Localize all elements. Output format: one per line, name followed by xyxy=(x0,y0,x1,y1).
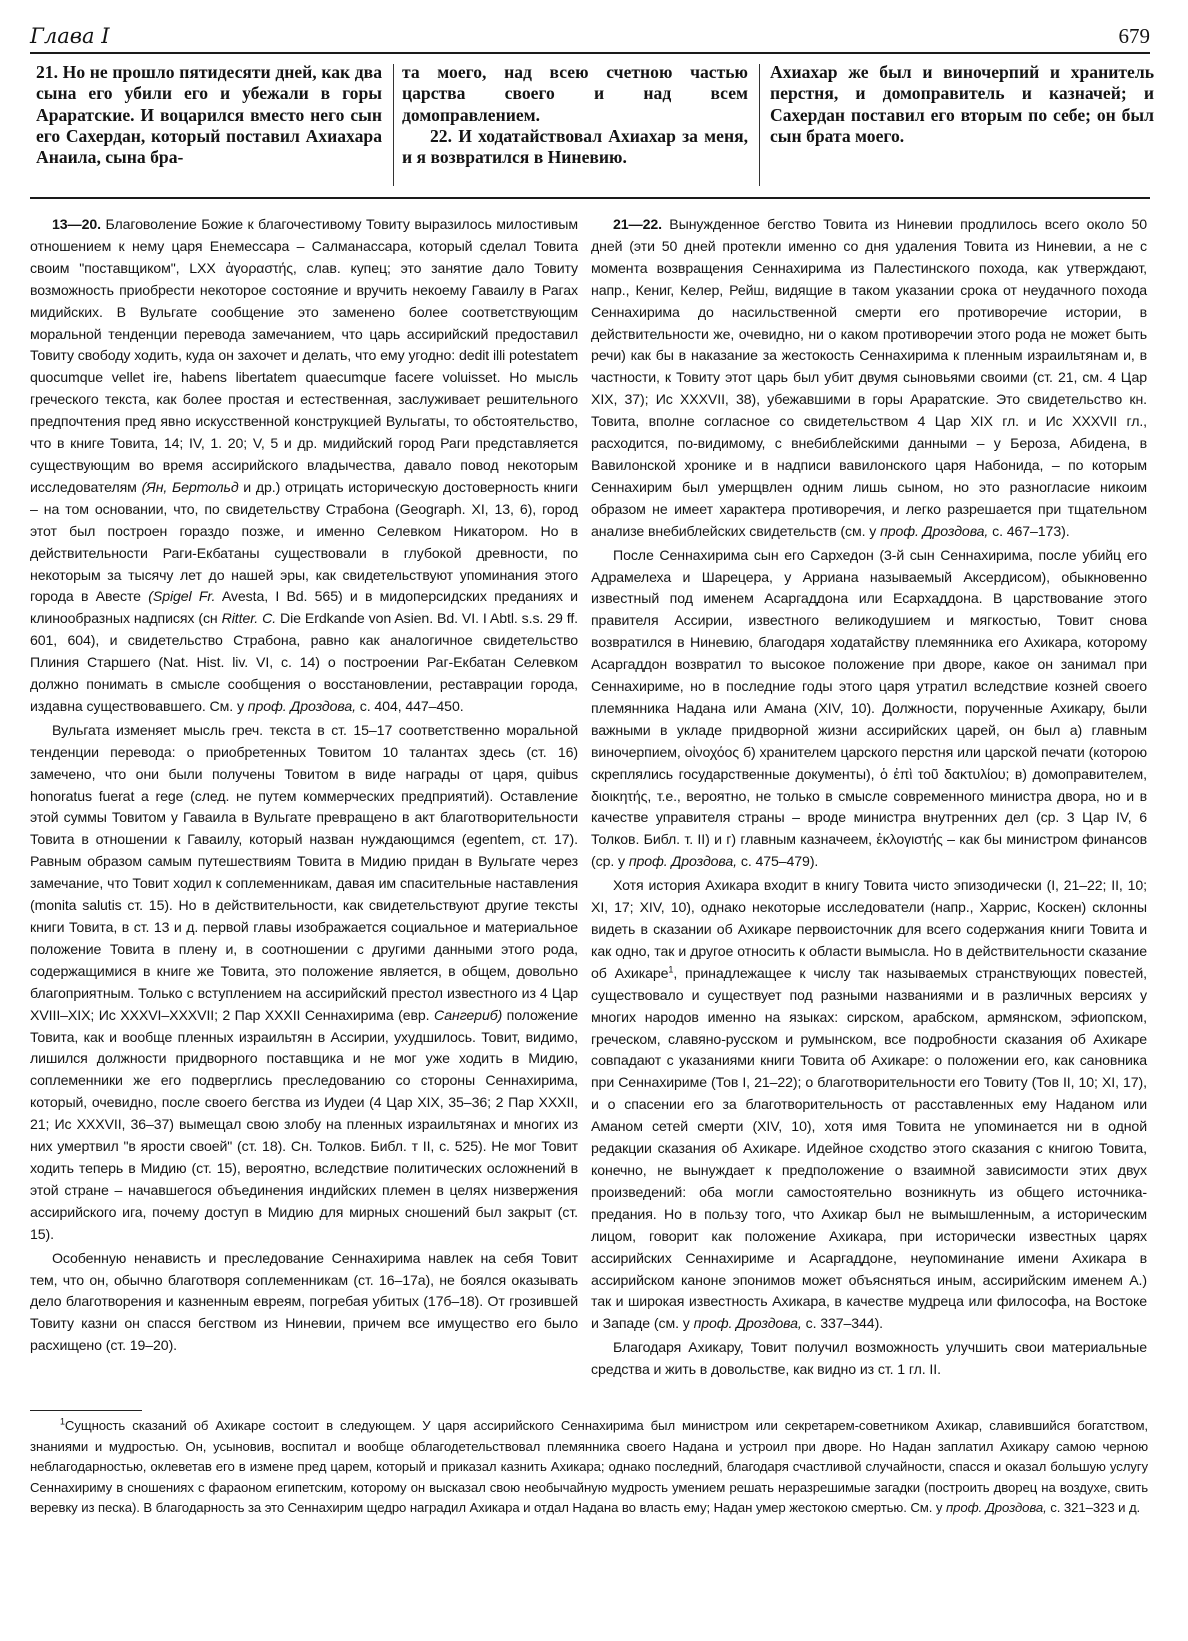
commentary-paragraph: 13—20. Благоволение Божие к благочестивому Товиту выразилось милостивым отношением к нему царя Енемессара – Салманассара, который сделал Товита своим "поставщиком", LXX ἀγοραστής, слав. купец; это занятие дало Товиту возможность приобрести некоторое состояние и вручить некоему Гаваилу в Рагах мидийских. В Вульгате сообщение это заменено более соответствующим моральной тенденции перевода замечанием, что царь ассирийский предоставил Товиту свободу ходить, куда он захочет и делать, что ему угодно: dedit illi potestatem quocumque vellet ire, habens libertatem quaecumque facere voluisset. Но мысль греческого текста, как более простая и естественная, заслуживает решительного предпочтения пред явно искусственной конструкцией Вульгаты, то обстоятельство, что в книге Товита, 14; IV, 1. 20; V, 5 и др. мидийский город Раги представляется существующим во время ассирийского владычества, давало повод некоторым исследователям (Ян, Бертольд и др.) отрицать историческую достоверность книги – на том основании, что, по свидетельству Страбона (Geograph. XI, 13, 6), город этот был построен гораздо позже, и именно Селевком Никатором. Но в действительности Раги-Екбатаны существовали в глубокой древности, по некоторым за тысячу лет до нашей эры, как свидетельствуют упоминания этого города в Авесте (Spigel Fr. Avesta, I Bd. 565) и в мидоперсидских преданиях и клинообразных надписях (сн Ritter. C. Die Erdkande von Asien. Bd. VI. I Abtl. s.s. 29 ff. 601, 604), и свидетельство Страбона, равно как аналогичное свидетельство Плиния Старшего (Nat. Hist. liv. VI, с. 14) о построении Раг-Екбатан Селевком должно понимать в смысле сообщения о восстановлении, реставрации города, издавна существовавшего. См. у проф. Дроздова, с. 404, 447–450. xyxy=(30,216,578,714)
scripture-verse-21-cont: та моего, над всею счетною частью царства своего и над всем домоправлением. xyxy=(402,62,748,125)
column-divider-2 xyxy=(759,64,760,186)
scripture-verse-21: 21. Но не прошло пятидесяти дней, как два сына его убили его и убежали в горы Араратские. И воцарился вместо него сын его Сахердан, который поставил Ахиахара Анаила, сына бра- xyxy=(36,62,382,168)
column-divider-1 xyxy=(393,64,394,186)
footnote-text: $^1$Сущность сказаний об Ахикаре состоит в следующем. У царя ассирийского Сеннахирима был министром или секретарем-советником Ахикар, славившийся богатством, знаниями и мудростью. Он, усыновив, воспитал и вообще облагодетельствовал племянника своего Надана и устроил при дворе. Но Надан заплатил Ахикару самою черною неблагодарностью, оклеветав его в измене пред царем, который и приказал казнить Ахикара; однако последний, благодаря счастливой случайности, спасся и оказал большую услугу Сеннахириму в сношениях с фараоном египетским, которому он высказал свою необычайную мудрость умением решать неразрешимые загадки (построить дворец на воздухе, свить веревку из песка). В благодарность за это Сеннахирим щедро наградил Ахикара и отдал Надана во власть ему; Надан умер жестокою смертью. См. у проф. Дроздова, с. 321–323 и д. xyxy=(30,1416,1148,1516)
commentary-paragraph: 21—22. Вынужденное бегство Товита из Ниневии продлилось всего около 50 дней (эти 50 дней протекли именно со дня удаления Товита из Ниневии, а не с момента возвращения Сеннахирима из Палестинского похода, как утверждают, напр., Кениг, Келер, Рейш, видящие в таком указании срока от неудачного похода Сеннахирима до насильственной смерти его противоречие истории, в действительности же, очевидно, ни о каком противоречии этого рода не может быть речи) как бы в наказание за жестокость Сеннахирима к пленным израильтянам и, в частности, к Товиту этот царь был убит двумя сыновьями своими (ст. 21, см. 4 Цар XIX, 37); Ис XXXVII, 38), убежавшими в горы Араратские. Это свидетельство кн. Товита, вполне согласное со свидетельством 4 Цар XIX гл. и Ис XXXVII гл., расходится, по-видимому, с внебиблейскими данными – у Бероза, Абидена, в Вавилонской хронике и в надписи вавилонского царя Набонида, – по которым Сеннахирим был умерщвлен одним лишь сыном, но это разногласие никоим образом не имеет характера противоречия, и легко разрешается при тщательном анализе внебиблейских свидетельств (см. у проф. Дроздова, с. 467–173). xyxy=(591,216,1147,539)
commentary-paragraph: Благодаря Ахикару, Товит получил возможность улучшить свои материальные средства и жить в довольстве, как видно из ст. 1 гл. II. xyxy=(591,1339,1147,1378)
scripture-column-2 xyxy=(402,62,748,188)
scripture-column-3 xyxy=(770,62,1154,188)
footnote-reference[interactable]: 1 xyxy=(668,964,674,975)
commentary-column-left xyxy=(30,214,578,1359)
verse-reference: 21—22. xyxy=(613,216,662,232)
scripture-text-block xyxy=(36,62,1154,188)
commentary-paragraph: Особенную ненависть и преследование Сеннахирима навлек на себя Товит тем, что он, обычно благотворя соплеменникам (ст. 16–17а), не боялся оказывать дело благотворения и казненным евреям, погребая убитых (17б–18). От грозившей Товиту казни он спасся бегством из Ниневии, причем все имущество его было расхищено (ст. 19–20). xyxy=(30,1249,578,1354)
scripture-rule xyxy=(30,197,1150,199)
page-number: 679 xyxy=(1118,24,1150,48)
verse-reference: 13—20. xyxy=(52,216,101,232)
header-rule xyxy=(30,52,1150,54)
commentary-paragraph: Вульгата изменяет мысль греч. текста в ст. 15–17 соответственно моральной тенденции перевода: о приобретенных Товитом 10 талантах здесь (ст. 16) замечено, что они были получены Товитом в виде награды от царя, quibus honoratus fuerat a rege (след. не путем коммерческих предприятий). Оставление этой суммы Товитом у Гаваила в Вульгате превращено в акт благотворительности Товита в отношении к Гаваилу, который назван нуждающимся (egentem, ст. 17). Равным образом самым путешествиям Товита в Мидию придан в Вульгате через замечание, что Товит ходил к соплеменникам, давая им спасительные наставления (monita salutis ст. 15). Но в действительности, как свидетельствуют другие тексты книги Товита, в ст. 13 и д. первой главы изображается социальное и материальное положение Товита в плену и, в соотношении с другими данными этого рода, содержащимися в книге же Товита, это положение является, в общем, довольно благоприятным. Только с вступлением на ассирийский престол известного из 4 Цар XVIII–XIX; Ис XXXVI–XXXVII; 2 Пар XXXII Сеннахирима (евр. Сангериб) положение Товита, как и вообще пленных израильтян в Ассирии, ухудшилось. Товит, видимо, лишился должности придворного поставщика и не мог уже ходить в Мидию, соплеменники же его подверглись преследованию со стороны Сеннахирима, который, очевидно, после своего бегства из Иудеи (4 Цар XIX, 35–36; 2 Пар XXXII, 21; Ис XXXVII, 36–37) вымещал свою злобу на пленных израильтянах и многих из них умертвил "в ярости своей" (ст. 18). Сн. Толков. Библ. т II, с. 525). Не мог Товит ходить теперь в Мидию (ст. 15), вероятно, вследствие политических осложнений в этой стране – начавшегося объединения индийских племен в целях низвержения ассирийского ига, почему доступ в Мидию для мирных сношений был закрыт (ст. 15). xyxy=(30,721,578,1242)
footnote-rule xyxy=(30,1410,142,1411)
footnote xyxy=(30,1416,1148,1519)
scripture-verse-22: 22. И ходатайствовал Ахиахар за меня, и я возвратился в Ниневию. xyxy=(402,125,748,168)
scripture-verse-22-cont: Ахиахар же был и виночерпий и хранитель перстня, и домоправитель и казначей; и Сахердан поставил его вторым по себе; он был сын брата моего. xyxy=(770,62,1154,146)
running-header xyxy=(30,18,1150,52)
chapter-title: Глава I xyxy=(30,24,110,48)
commentary-column-right xyxy=(591,214,1147,1383)
commentary-paragraph: После Сеннахирима сын его Сархедон (3-й сын Сеннахирима, после убийц его Адрамелеха и Шарецера, у Арриана называемый Аксердисом), обыкновенно известный под именем Асаргаддона или Есархаддона. В царствование этого правителя Ассирии, известного великодушием и мягкостью, Товит снова возвратился в Ниневию, благодаря ходатайству племянника его Ахикара, которому Асаргаддон возвратил то высокое положение при дворе, какое он занимал при Сеннахириме, но в последние годы этого царя утратил вследствие козней своего племянника Надана или Амана (XIV, 10). Должности, порученные Ахикару, были важными в укладе придворной жизни ассирийских царей, он был а) главным виночерпием, οἰνοχόος б) хранителем царского перстня или царской печати (которою скреплялись государственные документы), ὁ ἐπὶ τοῦ δακτυλίου; в) домоправителем, διοικητής, т.е., вероятно, не только в смысле современного министра двора, но и в качестве управителя страны – вроде министра внутренних дел (ср. 3 Цар IV, 6 Толков. Библ. т. II) и г) главным казначеем, ἐκλογιστής – как бы министром финансов (ср. у проф. Дроздова, с. 475–479). xyxy=(591,546,1147,870)
scripture-column-1 xyxy=(36,62,382,188)
commentary-paragraph: Хотя история Ахикара входит в книгу Товита чисто эпизодически (I, 21–22; II, 10; XI, 17; XIV, 10), однако некоторые исследователи (напр., Харрис, Коскен) склонны видеть в сказании об Ахикаре первоисточник для всего содержания книги Товита и как одно, так и другое относить к области вымысла. Но в действительности сказание об Ахикаре$^1$, принадлежащее к числу так называемых странствующих повестей, существовало и существует под разными названиями и в различных версиях у многих народов именно на языках: сирском, арабском, армянском, эфиопском, греческом, славяно-русском и румынском, все подробности сказания об Ахикаре совпадают с указаниями книги Товита об Ахикаре: о положении его, как сановника при Сеннахириме (Тов I, 21–22); о благотворительности его Товиту (Тов II, 10; XI, 17), и о спасении его за благотворительность от расставленных ему Наданом или Аманом сетей смерти (XIV, 10), хотя имя Товита не упоминается ни в одной редакции сказания об Ахикаре. Идейное сходство этого сказания с книгою Товита, конечно, не вынуждает к предположение о взаимной зависимости этих двух произведений: оба могли самостоятельно возникнуть из общего источника-предания. Но в пользу того, что Ахикар был не вымышленным, а историческим лицом, говорит как положение Ахикара, при исторически известных царях ассирийских Сеннахириме и Асаргаддоне, неупоминание имени Ахикара в ассирийском каноне эпонимов может объясняться иным, ассирийским именем А.) так и широкая известность Ахикара, в качестве мудреца или философа, на Востоке и Западе (см. у проф. Дроздова, с. 337–344). xyxy=(591,877,1147,1332)
footnote-mark: 1 xyxy=(60,1416,65,1427)
